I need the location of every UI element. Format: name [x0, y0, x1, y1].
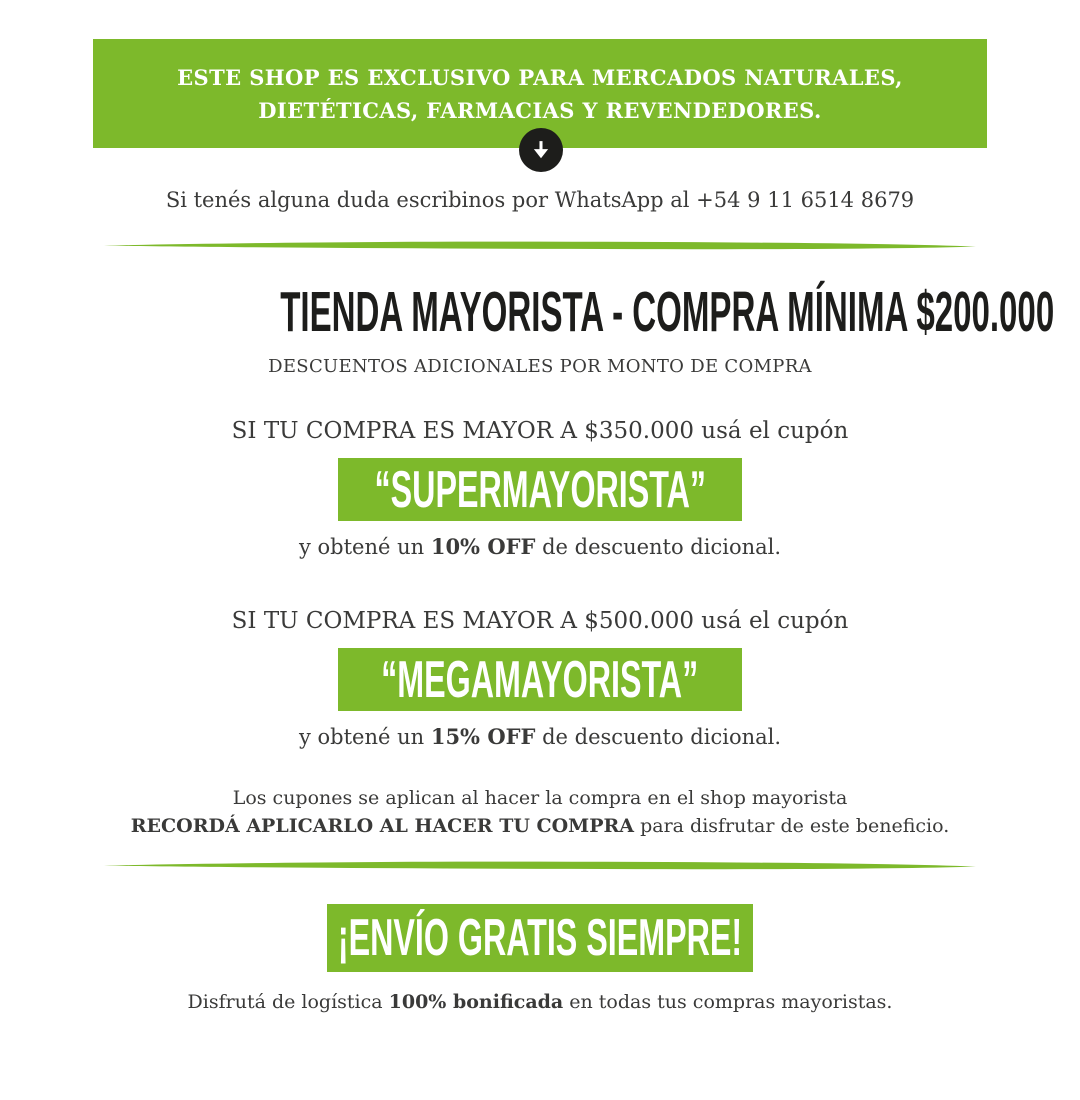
brush-divider-bottom — [102, 856, 978, 873]
free-shipping-note — [0, 991, 1080, 1013]
coupon-condition-2: SI TU COMPRA ES MAYOR A $500.000 usá el cupón — [231, 608, 849, 634]
page-title-text: TIENDA MAYORISTA - COMPRA MÍNIMA $200.000 — [280, 280, 1055, 344]
coupon-notes — [0, 784, 1080, 840]
notes-line-1: Los cupones se aplican al hacer la compra en el shop mayorista — [232, 787, 848, 809]
coupon-code-badge-megamayorista — [338, 648, 742, 711]
benefit-text-pre: y obtené un — [298, 725, 431, 749]
coupon-benefit-1 — [0, 534, 1080, 559]
page-subtitle: DESCUENTOS ADICIONALES POR MONTO DE COMPRA — [268, 356, 812, 377]
benefit-text-post: de descuento dicional. — [535, 725, 782, 749]
banner-line-2: DIETÉTICAS, FARMACIAS Y REVENDEDORES. — [258, 97, 822, 123]
benefit-discount: 10% OFF — [430, 534, 536, 559]
benefit-text-pre: y obtené un — [298, 535, 431, 559]
notes-line-2 — [0, 812, 1080, 840]
notes-line-2-bold: RECORDÁ APLICARLO AL HACER TU COMPRA — [130, 815, 635, 837]
free-shipping-text: ¡ENVÍO GRATIS SIEMPRE! — [337, 909, 743, 967]
coupon-code-text: “SUPERMAYORISTA” — [374, 460, 706, 519]
coupon-condition-1: SI TU COMPRA ES MAYOR A $350.000 usá el cupón — [231, 418, 849, 444]
coupon-benefit-2 — [0, 724, 1080, 749]
benefit-discount: 15% OFF — [430, 724, 536, 749]
benefit-text-post: de descuento dicional. — [535, 535, 782, 559]
free-shipping-badge — [327, 904, 753, 972]
whatsapp-contact-line: Si tenés alguna duda escribinos por WhatsApp al +54 9 11 6514 8679 — [165, 188, 915, 212]
brush-divider-top — [102, 236, 978, 253]
page-title — [0, 282, 1080, 342]
down-arrow-icon — [528, 137, 554, 163]
coupon-code-text: “MEGAMAYORISTA” — [381, 650, 699, 709]
shipping-note-pre: Disfrutá de logística — [187, 991, 389, 1013]
shipping-note-post: en todas tus compras mayoristas. — [563, 991, 893, 1013]
coupon-code-badge-supermayorista — [338, 458, 742, 521]
notes-line-2-rest: para disfrutar de este beneficio. — [634, 815, 950, 837]
shipping-note-bold: 100% bonificada — [388, 991, 564, 1013]
scroll-down-button[interactable] — [519, 128, 563, 172]
banner-line-1: ESTE SHOP ES EXCLUSIVO PARA MERCADOS NATURALES, — [177, 64, 903, 90]
